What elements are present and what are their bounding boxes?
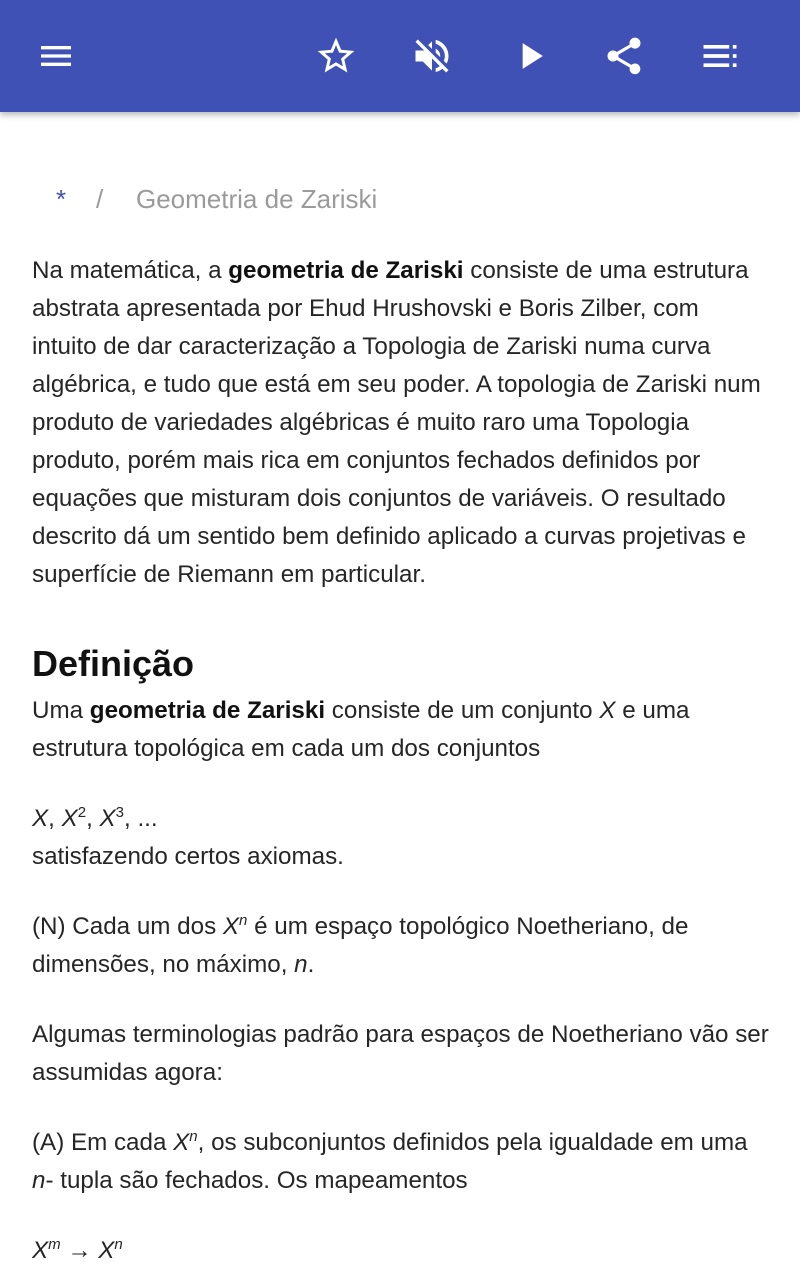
power-exp2: 2	[77, 803, 87, 821]
breadcrumb-home-link[interactable]: *	[56, 184, 67, 214]
bookmark-button[interactable]	[312, 32, 360, 80]
definition-paragraph	[32, 692, 770, 768]
terminology-paragraph: Algumas terminologias padrão para espaços de Noetheriano vão ser assumidas agora:	[32, 1021, 769, 1086]
satisfy-text: satisfazendo certos axiomas.	[32, 843, 344, 870]
power-exp3: 3	[115, 803, 125, 821]
axiom-n-variable: X	[222, 913, 240, 940]
power-sep2: ,	[86, 805, 100, 832]
table-of-contents-button[interactable]	[696, 32, 744, 80]
axiom-n-paragraph	[32, 908, 770, 984]
definition-text-end: e uma estrutura topológica em cada um dos conjuntos	[32, 697, 690, 762]
share-icon	[602, 34, 646, 78]
definition-text-mid: consiste de um conjunto	[325, 697, 600, 724]
menu-icon	[36, 36, 76, 76]
power-tail: , ...	[124, 805, 158, 832]
axiom-a-paragraph	[32, 1124, 770, 1200]
play-icon	[508, 34, 552, 78]
axiom-n-start: (N) Cada um dos	[32, 913, 223, 940]
intro-text-rest: consiste de uma estrutura abstrata apresentada por Ehud Hrushovski e Boris Zilber, com intuito de dar caracterização a Topologia de Zariski numa curva algébrica, e tudo que está em seu poder. A topologia de Zariski num produto de variedades algébricas é muito raro uma Topologia produto, porém mais rica em conjuntos fechados definidos por equações que misturam dois conjuntos de variáveis. O resultado descrito dá um sentido bem definido aplicado a curvas projetivas e superfície de Riemann em particular.	[32, 257, 761, 588]
volume-off-icon	[410, 34, 454, 78]
axiom-a-mid: , os subconjuntos definidos pela igualdade em uma	[197, 1129, 748, 1156]
axiom-n-dimension: n	[294, 951, 308, 978]
star-outline-icon	[314, 34, 358, 78]
intro-paragraph	[32, 252, 770, 594]
intro-term: geometria de Zariski	[228, 257, 464, 284]
axiom-a-end: - tupla são fechados. Os mapeamentos	[45, 1167, 468, 1194]
definition-text-start: Uma	[32, 697, 90, 724]
axiom-a-start: (A) Em cada	[32, 1129, 174, 1156]
axiom-n-exponent: n	[239, 911, 248, 929]
axiom-a-variable: X	[173, 1129, 190, 1156]
power-x1: X	[32, 805, 49, 832]
breadcrumb-current: Geometria de Zariski	[136, 184, 378, 214]
play-button[interactable]	[506, 32, 554, 80]
breadcrumb	[32, 182, 770, 216]
mapping-x1: X	[32, 1237, 49, 1264]
share-button[interactable]	[600, 32, 648, 80]
article-content	[32, 112, 770, 1272]
intro-text-start: Na matemática, a	[32, 257, 229, 284]
section-heading: Definição	[32, 643, 195, 684]
mapping-x2: X	[98, 1237, 115, 1264]
axiom-a-n: n	[32, 1167, 46, 1194]
axiom-n-end: .	[307, 951, 315, 978]
mute-button[interactable]	[408, 32, 456, 80]
definition-term: geometria de Zariski	[89, 697, 326, 724]
power-x3: X	[99, 805, 116, 832]
axiom-n-mid: é um espaço topológico Noetheriano, de dimensões, no máximo,	[32, 913, 689, 978]
mapping-formula-partial	[32, 1232, 770, 1272]
list-icon	[698, 34, 742, 78]
mapping-exp2: n	[114, 1235, 123, 1253]
definition-variable: X	[599, 697, 616, 724]
mapping-arrow: →	[60, 1237, 99, 1264]
axiom-a-exponent: n	[189, 1127, 198, 1145]
menu-button[interactable]	[32, 32, 80, 80]
powers-paragraph	[32, 800, 770, 876]
power-sep1: ,	[48, 805, 62, 832]
power-x2: X	[61, 805, 78, 832]
app-bar	[0, 0, 800, 112]
breadcrumb-separator: /	[96, 184, 104, 214]
mapping-exp1: m	[48, 1235, 61, 1253]
